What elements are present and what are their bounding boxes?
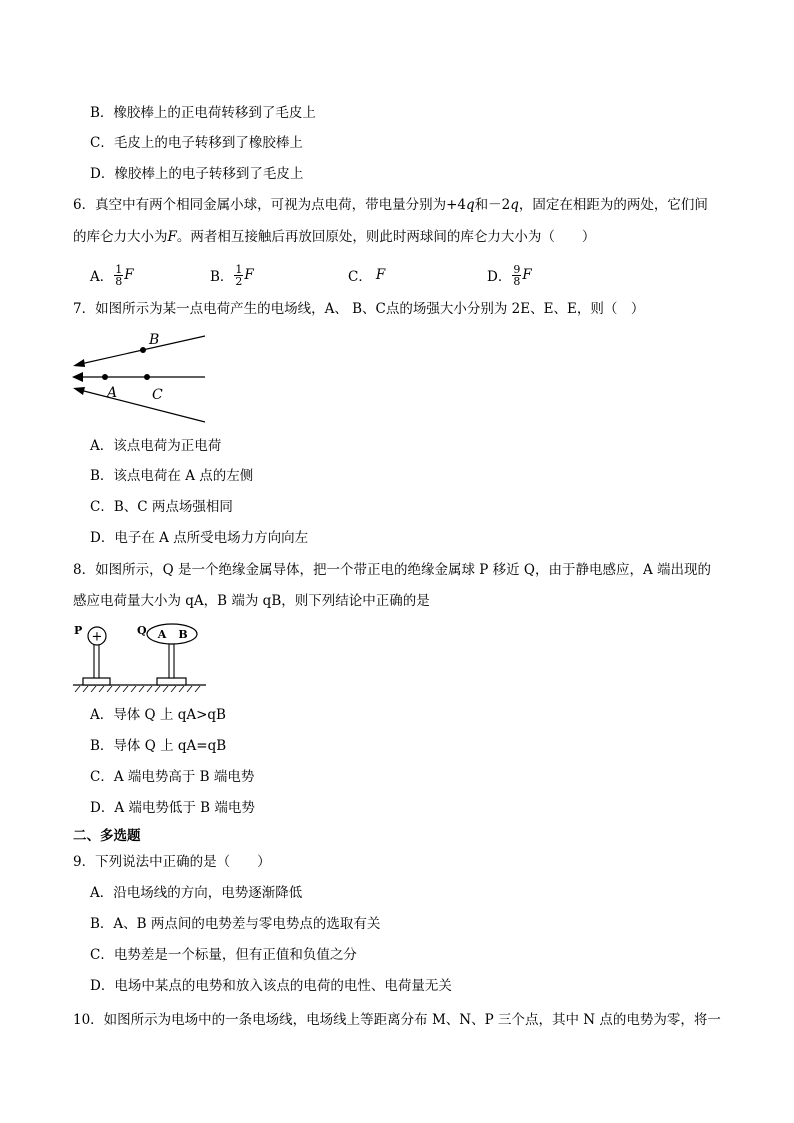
q9-option-d: D．电场中某点的电势和放入该点的电荷的电性、电荷量无关 [90,978,452,994]
section-heading-multi-choice: 二、多选题 [73,828,141,844]
q6-option-a: A． $\frac{1}{8}$ F [90,262,134,288]
q7-option-b: B．该点电荷在 A 点的左侧 [90,468,254,484]
q7-option-a: A．该点电荷为正电荷 [90,438,222,454]
q8-stem-line1: 8．如图所示，Q 是一个绝缘金属导体，把一个带正电的绝缘金属球 P 移近 Q，由于静电感应，A 端出现的 [73,562,712,578]
label-a: A [107,385,118,401]
point-c [144,374,150,380]
q7-field-lines-figure [68,326,213,426]
q7-option-c: C．B、C 两点场强相同 [90,499,233,515]
field-line-lower [76,389,205,422]
conductor-q [147,624,197,644]
label-p: P [74,624,83,637]
stand-pole-p [94,644,99,678]
arrowhead-icon [73,359,85,367]
point-a [102,374,108,380]
plus-sign: + [91,629,103,645]
q8-option-d: D．A 端电势低于 B 端电势 [90,800,255,816]
fraction: $\frac{1}{2}$ [235,262,243,288]
stand-base-p [83,678,110,685]
q9-option-c: C．电势差是一个标量，但有正值和负值之分 [90,947,357,963]
q9-option-a: A．沿电场线的方向，电势逐渐降低 [90,885,303,901]
q8-option-c: C．A 端电势高于 B 端电势 [90,769,255,785]
stand-pole-q [169,644,174,678]
q6-option-c: C． F [348,267,386,285]
q6-option-d: D． $\frac{9}{8}$ F [487,262,532,288]
q6-options [90,260,650,290]
label-end-a: A [157,628,167,641]
label-end-b: B [178,628,188,641]
q7-stem: 7．如图所示为某一点电荷产生的电场线，A、 B、C点的场强大小分别为 2E、E、E，则（ ） [73,301,645,317]
arrowhead-icon [73,387,85,395]
q5-option-d: D．橡胶棒上的电子转移到了毛皮上 [90,166,304,182]
ground-hatching [75,686,200,692]
stand-base-q [157,678,186,685]
q8-stem-line2: 感应电荷量大小为 qA，B 端为 qB，则下列结论中正确的是 [73,593,430,609]
point-b [140,347,146,353]
q9-option-b: B．A、B 两点间的电势差与零电势点的选取有关 [90,916,381,932]
label-b: B [149,332,160,348]
q5-option-b: B．橡胶棒上的正电荷转移到了毛皮上 [90,105,316,121]
q8-option-a: A．导体 Q 上 qA>qB [90,707,226,723]
q6-stem-line2: 的库仑力大小为F。两者相互接触后再放回原处，则此时两球间的库仑力大小为（ ） [73,229,596,245]
q6-stem-line1: 6．真空中有两个相同金属小球，可视为点电荷，带电量分别为+4q和－2q，固定在相距为的两处，它们间 [73,197,708,213]
q8-option-b: B．导体 Q 上 qA=qB [90,738,227,754]
q8-electrostatic-figure [70,620,210,695]
q9-stem: 9．下列说法中正确的是（ ） [73,854,271,870]
q10-stem-line1: 10．如图所示为电场中的一条电场线，电场线上等距离分布 M、N、P 三个点，其中 N 点的电势为零，将一 [73,1012,721,1028]
q7-option-d: D．电子在 A 点所受电场力方向向左 [90,530,309,546]
fraction: $\frac{9}{8}$ [513,262,521,288]
arrowhead-icon [72,372,83,382]
q6-option-b: B． $\frac{1}{2}$ F [210,262,254,288]
label-c: C [152,387,163,403]
fraction: $\frac{1}{8}$ [115,262,123,288]
label-q: Q [137,624,147,637]
q5-option-c: C．毛皮上的电子转移到了橡胶棒上 [90,135,303,151]
